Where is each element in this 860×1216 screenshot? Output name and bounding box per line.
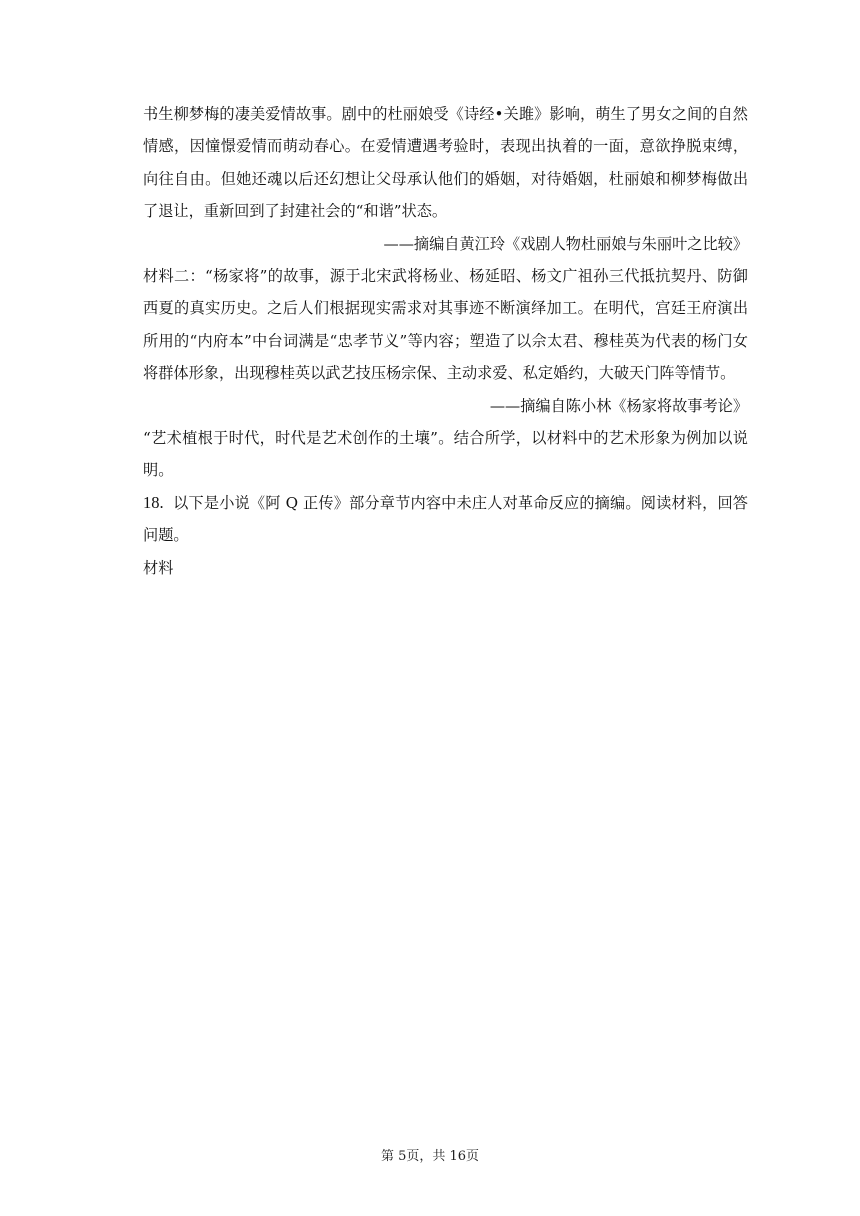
page-content: [143, 98, 748, 584]
material-two-text: 材料二：“杨家将”的故事，源于北宋武将杨业、杨延昭、杨文广祖孙三代抵抗契丹、防御西夏的真实历史。之后人们根据现实需求对其事迹不断演绎加工。在明代，宫廷王府演出所用的“内府本”中台词满是“忠孝节义”等内容；塑造了以佘太君、穆桂英为代表的杨门女将群体形象，出现穆桂英以武艺技压杨宗保、主动求爱、私定婚约，大破天门阵等情节。: [143, 267, 748, 383]
material-one-source: ——摘编自黄江玲《戏剧人物杜丽娘与朱丽叶之比较》: [383, 234, 748, 253]
page-footer: 第 5页，共 16页: [380, 1149, 480, 1164]
question-18-number: 18.: [143, 492, 164, 512]
question-18-material-label: 材料: [143, 558, 174, 577]
material-one-text: 书生柳梦梅的凄美爱情故事。剧中的杜丽娘受《诗经•关雎》影响，萌生了男女之间的自然情感，因憧憬爱情而萌动春心。在爱情遭遇考验时，表现出执着的一面，意欲挣脱束缚，向往自由。但她还魂以后还幻想让父母承认他们的婚姻，对待婚姻，杜丽娘和柳梦梅做出了退让，重新回到了封建社会的“和谐”状态。: [143, 105, 748, 221]
question-18-text: 以下是小说《阿 Q 正传》部分章节内容中未庄人对革命反应的摘编。阅读材料，回答问题。: [143, 493, 748, 545]
question-17-prompt: “艺术植根于时代，时代是艺术创作的土壤”。结合所学，以材料中的艺术形象为例加以说明。: [143, 429, 748, 480]
material-two-source: ——摘编自陈小林《杨家将故事考论》: [489, 396, 748, 415]
question-18: [143, 487, 748, 552]
